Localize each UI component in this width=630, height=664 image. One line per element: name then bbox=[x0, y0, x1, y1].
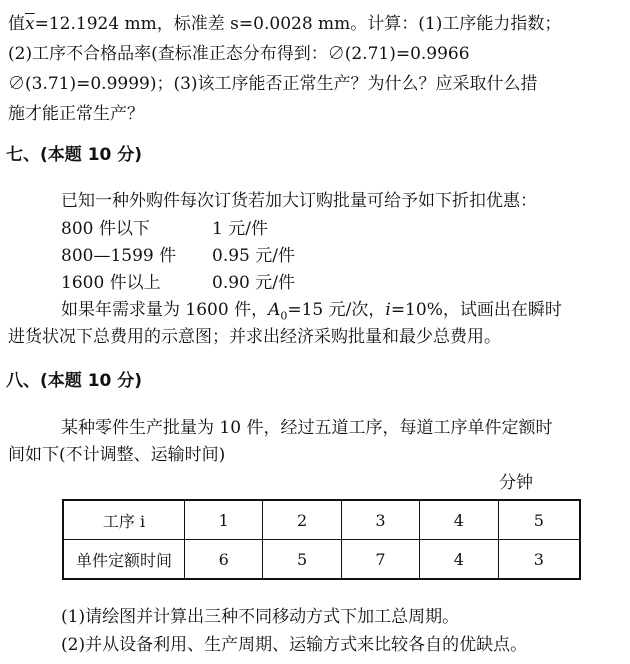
q7-line-5-c: =10%，试画出在瞬时 bbox=[390, 300, 562, 320]
q7-line-6: 进货状况下总费用的示意图；并求出经济采购批量和最少总费用。 bbox=[8, 327, 501, 347]
q6-xbar: $\overline{x}$ bbox=[25, 14, 35, 34]
q6-line-1 bbox=[8, 13, 561, 35]
q7-option-price: 1 元/件 bbox=[212, 219, 268, 239]
q8-line-2: 间如下(不计调整、运输时间) bbox=[8, 445, 226, 465]
q8-line-1: 某种零件生产批量为 10 件，经过五道工序，每道工序单件定额时 bbox=[61, 418, 553, 438]
q7-var-a: A bbox=[268, 300, 281, 320]
table-cell: 7 bbox=[341, 540, 419, 580]
q7-option-range: 800—1599 件 bbox=[61, 246, 177, 266]
q6-line-3: ∅(3.71)=0.9999)；(3)该工序能否正常生产？为什么？应采取什么措 bbox=[8, 74, 538, 94]
q8-sub-2: (2)并从设备利用、生产周期、运输方式来比较各自的优缺点。 bbox=[61, 635, 528, 655]
q7-intro: 已知一种外购件每次订货若加大订购批量可给予如下折扣优惠： bbox=[61, 191, 537, 211]
q7-var-a-sub: 0 bbox=[280, 309, 288, 323]
q8-sub-1: (1)请绘图并计算出三种不同移动方式下加工总周期。 bbox=[61, 607, 460, 627]
table-cell: 3 bbox=[341, 500, 419, 540]
q6-line-2: (2)工序不合格品率(查标准正态分布得到：∅(2.71)=0.9966 bbox=[8, 44, 470, 64]
table-row-label: 工序 i bbox=[63, 500, 185, 540]
q7-title: 七、(本题 10 分) bbox=[6, 145, 143, 165]
table-cell: 4 bbox=[420, 500, 498, 540]
table-cell: 6 bbox=[185, 540, 263, 580]
q7-var-i: i bbox=[385, 300, 391, 320]
q8-process-table bbox=[62, 499, 581, 580]
table-cell: 4 bbox=[420, 540, 498, 580]
table-cell: 5 bbox=[263, 540, 341, 580]
q8-title: 八、(本题 10 分) bbox=[6, 371, 143, 391]
table-row bbox=[63, 500, 580, 540]
q7-option-range: 1600 件以上 bbox=[61, 273, 161, 293]
table-cell: 5 bbox=[498, 500, 580, 540]
q7-option-price: 0.90 元/件 bbox=[212, 273, 295, 293]
table-row bbox=[63, 540, 580, 580]
q6-line-4: 施才能正常生产？ bbox=[8, 104, 144, 124]
q7-line-5-b: =15 元/次， bbox=[287, 300, 386, 320]
q7-line-5 bbox=[61, 299, 562, 327]
table-cell: 2 bbox=[263, 500, 341, 540]
q7-line-5-a: 如果年需求量为 1600 件， bbox=[61, 300, 269, 320]
table-cell: 3 bbox=[498, 540, 580, 580]
table-row-label: 单件定额时间 bbox=[63, 540, 185, 580]
q7-option-range: 800 件以下 bbox=[61, 219, 150, 239]
q6-line-1-post: =12.1924 mm，标准差 s=0.0028 mm。计算：(1)工序能力指数； bbox=[34, 14, 562, 34]
q8-unit-label: 分钟 bbox=[499, 473, 533, 493]
table-cell: 1 bbox=[185, 500, 263, 540]
q6-line-1-pre: 值 bbox=[8, 14, 25, 34]
q7-option-price: 0.95 元/件 bbox=[212, 246, 295, 266]
